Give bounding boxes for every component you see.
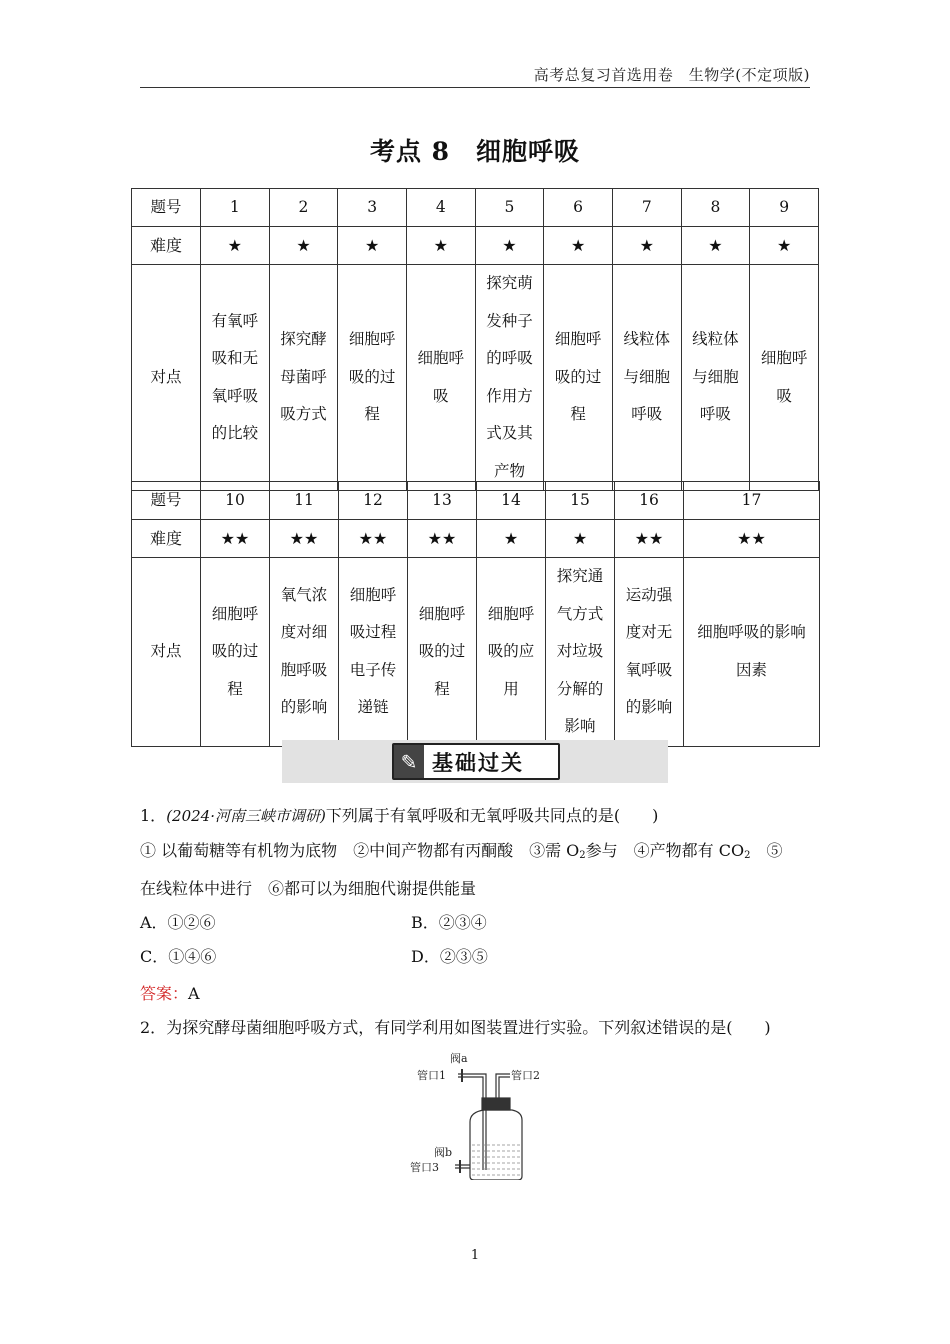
difficulty-stars: ★ — [201, 227, 270, 265]
topic-text: 细胞呼吸的过程 — [348, 330, 396, 424]
difficulty-stars: ★ — [406, 227, 475, 265]
header-rule — [140, 87, 810, 88]
topic-text: 探究通气方式对垃圾分解的影响 — [556, 567, 604, 735]
difficulty-stars: ★★ — [615, 520, 684, 558]
subscript: 2 — [579, 850, 586, 861]
table-cell: 13 — [408, 482, 477, 520]
topic-cell — [201, 558, 270, 747]
table-cell: 1 — [201, 189, 270, 227]
topic-text: 细胞呼吸的影响因素 — [697, 623, 806, 679]
table-cell: 4 — [406, 189, 475, 227]
difficulty-stars: ★★ — [201, 520, 270, 558]
tube-right-inner — [499, 1077, 510, 1098]
difficulty-stars: ★ — [477, 520, 546, 558]
topic-text: 细胞呼吸 — [417, 349, 465, 405]
port-2-label: 管口2 — [511, 1069, 540, 1082]
table-row — [132, 227, 819, 265]
topic-cell — [477, 558, 546, 747]
topic-cell — [615, 558, 684, 747]
page-number: 1 — [470, 1248, 480, 1263]
table-cell: 5 — [475, 189, 544, 227]
port-3-label: 管口3 — [410, 1161, 439, 1174]
topic-table-1 — [131, 188, 819, 491]
topic-cell — [339, 558, 408, 747]
table-cell: 16 — [615, 482, 684, 520]
topic-text: 运动强度对无氧呼吸的影响 — [625, 585, 673, 717]
subscript: 2 — [744, 850, 751, 861]
topic-text: 氧气浓度对细胞呼吸的影响 — [280, 585, 328, 717]
topic-cell — [406, 265, 475, 491]
question-1-stem — [140, 803, 658, 826]
difficulty-stars: ★ — [544, 227, 613, 265]
difficulty-stars: ★ — [612, 227, 681, 265]
tube-left — [458, 1074, 486, 1170]
topic-text: 细胞呼吸的过程 — [554, 330, 602, 424]
difficulty-stars: ★ — [475, 227, 544, 265]
pencil-icon: ✎ — [394, 745, 424, 778]
answer-value: A — [188, 984, 200, 1003]
page-title: 考点 8 细胞呼吸 — [369, 137, 581, 166]
table-cell: 10 — [201, 482, 270, 520]
statement-text: 参与 ④产物都有 CO — [585, 841, 745, 860]
question-source: (2024·河南三峡市调研) — [166, 807, 326, 825]
table-cell: 2 — [269, 189, 338, 227]
topic-cell — [612, 265, 681, 491]
question-1-statements — [140, 838, 783, 861]
liquid-fill — [472, 1145, 520, 1175]
topic-cell — [269, 265, 338, 491]
difficulty-stars: ★★ — [339, 520, 408, 558]
difficulty-stars: ★ — [338, 227, 407, 265]
option-b: B．②③④ — [411, 913, 487, 932]
answer-line — [140, 981, 200, 1004]
table-row — [132, 520, 820, 558]
answer-label: 答案： — [140, 984, 189, 1003]
topic-cell — [408, 558, 477, 747]
topic-cell — [681, 265, 750, 491]
table-cell: 17 — [684, 482, 820, 520]
topic-text: 细胞呼吸的应用 — [487, 604, 535, 698]
topic-text: 细胞呼吸 — [760, 349, 808, 405]
banner-box — [392, 743, 560, 780]
table-cell: 8 — [681, 189, 750, 227]
topic-cell — [684, 558, 820, 747]
table-cell: 15 — [546, 482, 615, 520]
table-cell: 7 — [612, 189, 681, 227]
row-label: 对点 — [132, 558, 201, 747]
table-row — [132, 558, 820, 747]
question-2-stem — [140, 1015, 771, 1038]
valve-a-label: 阀a — [450, 1052, 468, 1065]
option-d: D．②③⑤ — [411, 947, 488, 966]
topic-cell — [750, 265, 819, 491]
topic-text: 有氧呼吸和无氧呼吸的比较 — [211, 311, 259, 442]
option-a: A．①②⑥ — [140, 913, 216, 932]
topic-cell — [270, 558, 339, 747]
table-cell: 9 — [750, 189, 819, 227]
table-row — [132, 265, 819, 491]
apparatus-figure — [400, 1050, 560, 1180]
row-label: 难度 — [132, 227, 201, 265]
question-1-statements-cont: 在线粒体中进行 ⑥都可以为细胞代谢提供能量 — [140, 879, 477, 898]
option-c: C．①④⑥ — [140, 947, 217, 966]
difficulty-stars: ★ — [681, 227, 750, 265]
table-cell: 14 — [477, 482, 546, 520]
difficulty-stars: ★★ — [684, 520, 820, 558]
question-text: 为探究酵母菌细胞呼吸方式，有同学利用如图装置进行实验。下列叙述错误的是( ) — [166, 1018, 771, 1037]
table-cell: 11 — [270, 482, 339, 520]
topic-text: 细胞呼吸的过程 — [418, 604, 466, 698]
topic-cell — [546, 558, 615, 747]
table-cell: 6 — [544, 189, 613, 227]
bottom-tube — [455, 1165, 470, 1168]
port-1-label: 管口1 — [417, 1069, 446, 1082]
difficulty-stars: ★ — [750, 227, 819, 265]
table-cell: 3 — [338, 189, 407, 227]
difficulty-stars: ★★ — [408, 520, 477, 558]
topic-text: 线粒体与细胞呼吸 — [692, 330, 739, 424]
section-banner — [282, 740, 668, 783]
table-row — [132, 482, 820, 520]
table-cell: 12 — [339, 482, 408, 520]
topic-text: 线粒体与细胞呼吸 — [623, 330, 671, 424]
difficulty-stars: ★★ — [270, 520, 339, 558]
statement-text: ① 以葡萄糖等有机物为底物 ②中间产物都有丙酮酸 ③需 O — [140, 841, 580, 860]
topic-text: 探究萌发种子的呼吸作用方式及其产物 — [486, 274, 533, 480]
difficulty-stars: ★ — [269, 227, 338, 265]
running-header: 高考总复习首选用卷 生物学(不定项版) — [533, 66, 810, 84]
valve-b-label: 阀b — [434, 1146, 453, 1159]
topic-cell — [338, 265, 407, 491]
row-label: 难度 — [132, 520, 201, 558]
difficulty-stars: ★ — [546, 520, 615, 558]
question-number: 1． — [140, 806, 167, 825]
table-row — [132, 189, 819, 227]
row-label: 题号 — [132, 189, 201, 227]
row-label: 对点 — [132, 265, 201, 491]
topic-text: 细胞呼吸的过程 — [211, 604, 259, 698]
topic-table-2 — [131, 481, 820, 747]
topic-cell — [201, 265, 270, 491]
topic-cell — [475, 265, 544, 491]
question-text: 下列属于有氧呼吸和无氧呼吸共同点的是( ) — [325, 806, 659, 825]
question-number: 2． — [140, 1018, 167, 1037]
topic-text: 探究酵母菌呼吸方式 — [280, 330, 327, 424]
section-title: 基础过关 — [432, 751, 524, 775]
topic-cell — [544, 265, 613, 491]
topic-text: 细胞呼吸过程电子传递链 — [349, 585, 397, 717]
statement-text: ⑤ — [750, 841, 783, 860]
row-label: 题号 — [132, 482, 201, 520]
